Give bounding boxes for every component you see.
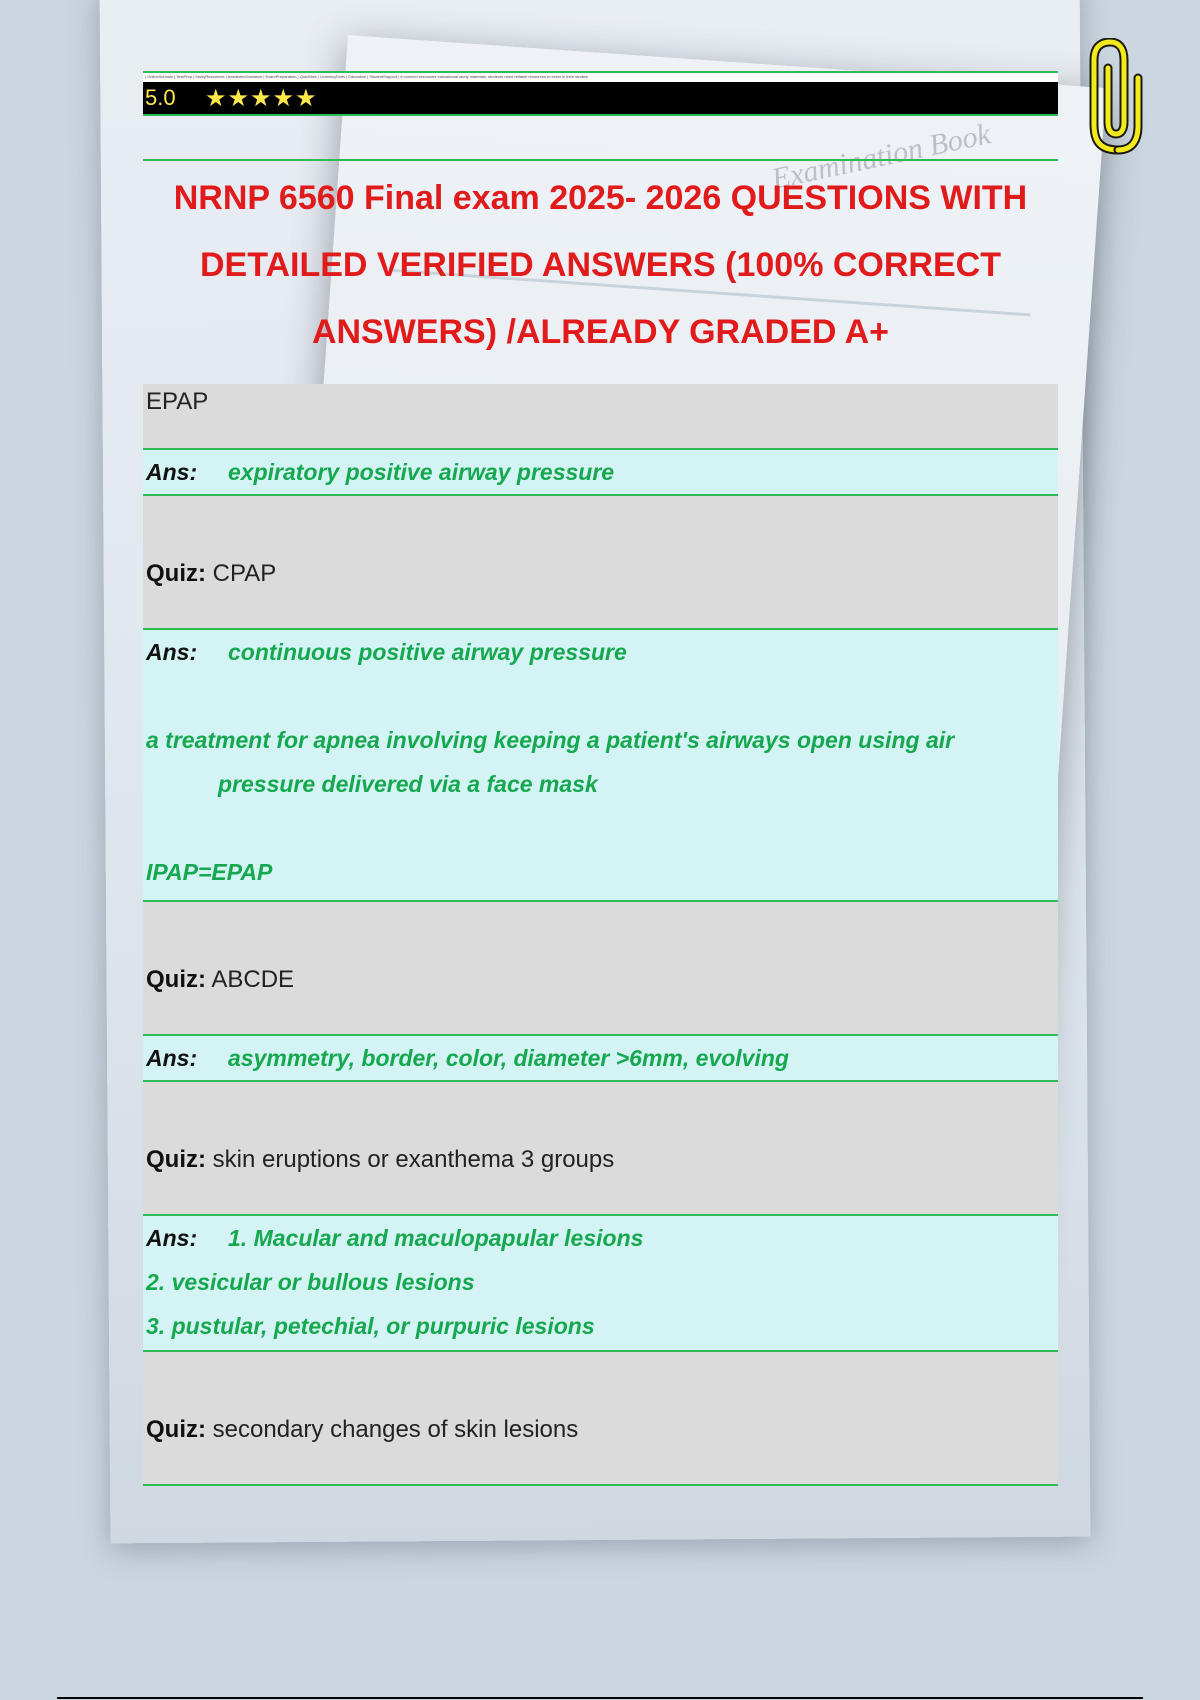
- question-text: EPAP: [146, 388, 209, 415]
- answer-label: Ans:: [146, 1045, 198, 1071]
- answer-block: [143, 1036, 1058, 1082]
- answer-line: pressure delivered via a face mask: [218, 771, 598, 797]
- answer-label: Ans:: [146, 459, 198, 485]
- answer-label: Ans:: [146, 1225, 198, 1251]
- quiz-label: Quiz:: [146, 966, 206, 993]
- document-page: [143, 71, 1058, 1486]
- answer-text: continuous positive airway pressure: [228, 639, 627, 665]
- title-line-1: NRNP 6560 Final exam 2025- 2026 QUESTIONS WITH: [173, 179, 1028, 217]
- star-rating-icon: ★★★★★: [205, 84, 318, 112]
- paperclip-icon: [1088, 38, 1144, 156]
- title-line-3: ANSWERS) /ALREADY GRADED A+: [311, 313, 890, 351]
- question-block: [143, 496, 1058, 630]
- answer-line: 3. pustular, petechial, or purpuric lesions: [146, 1313, 595, 1339]
- answer-block: [143, 450, 1058, 496]
- question-block: [143, 902, 1058, 1036]
- question-text: Quiz: ABCDE: [146, 966, 295, 993]
- question-block: [143, 1082, 1058, 1216]
- question-text: Quiz: skin eruptions or exanthema 3 groups: [146, 1146, 615, 1173]
- answer-text: 1. Macular and maculopapular lesions: [228, 1225, 644, 1251]
- answer-block: [143, 630, 1058, 902]
- quiz-label: Quiz:: [146, 560, 206, 587]
- background-book-label: Examination Book: [768, 117, 994, 196]
- quiz-label: Quiz:: [146, 1416, 206, 1443]
- header-fine-print: | OnlineSchools | TestPrep | StudyResources | AcademicGuidance | ExamPreparation | QuizSites | LearningTools | Education | StudentSupport | # connect resources educational study materials, students need reliable resources to excel in their studies: [143, 71, 1058, 82]
- answer-line: a treatment for apnea involving keeping a patient's airways open using air: [146, 727, 955, 753]
- answer-line: 2. vesicular or bullous lesions: [146, 1269, 475, 1295]
- answer-text: expiratory positive airway pressure: [228, 459, 615, 485]
- answer-block: [143, 1216, 1058, 1352]
- answer-line: [143, 630, 1058, 674]
- answer-line: [143, 450, 1058, 494]
- answer-line: [143, 1036, 1058, 1080]
- quiz-label: Quiz:: [146, 1146, 206, 1173]
- document-title: [143, 159, 1058, 384]
- answer-line: [143, 1216, 1058, 1260]
- question-text: Quiz: CPAP: [146, 560, 277, 587]
- rating-value: 5.0: [145, 85, 176, 110]
- title-line-2: DETAILED VERIFIED ANSWERS (100% CORRECT: [200, 246, 1001, 284]
- rating-bar: [143, 82, 1058, 116]
- question-block: [143, 384, 1058, 450]
- answer-label: Ans:: [146, 639, 198, 665]
- page-bottom-rule: [57, 1697, 1143, 1699]
- answer-text: asymmetry, border, color, diameter >6mm, evolving: [228, 1045, 789, 1071]
- question-text: Quiz: secondary changes of skin lesions: [146, 1416, 579, 1443]
- answer-line: IPAP=EPAP: [146, 859, 273, 885]
- question-block: [143, 1352, 1058, 1486]
